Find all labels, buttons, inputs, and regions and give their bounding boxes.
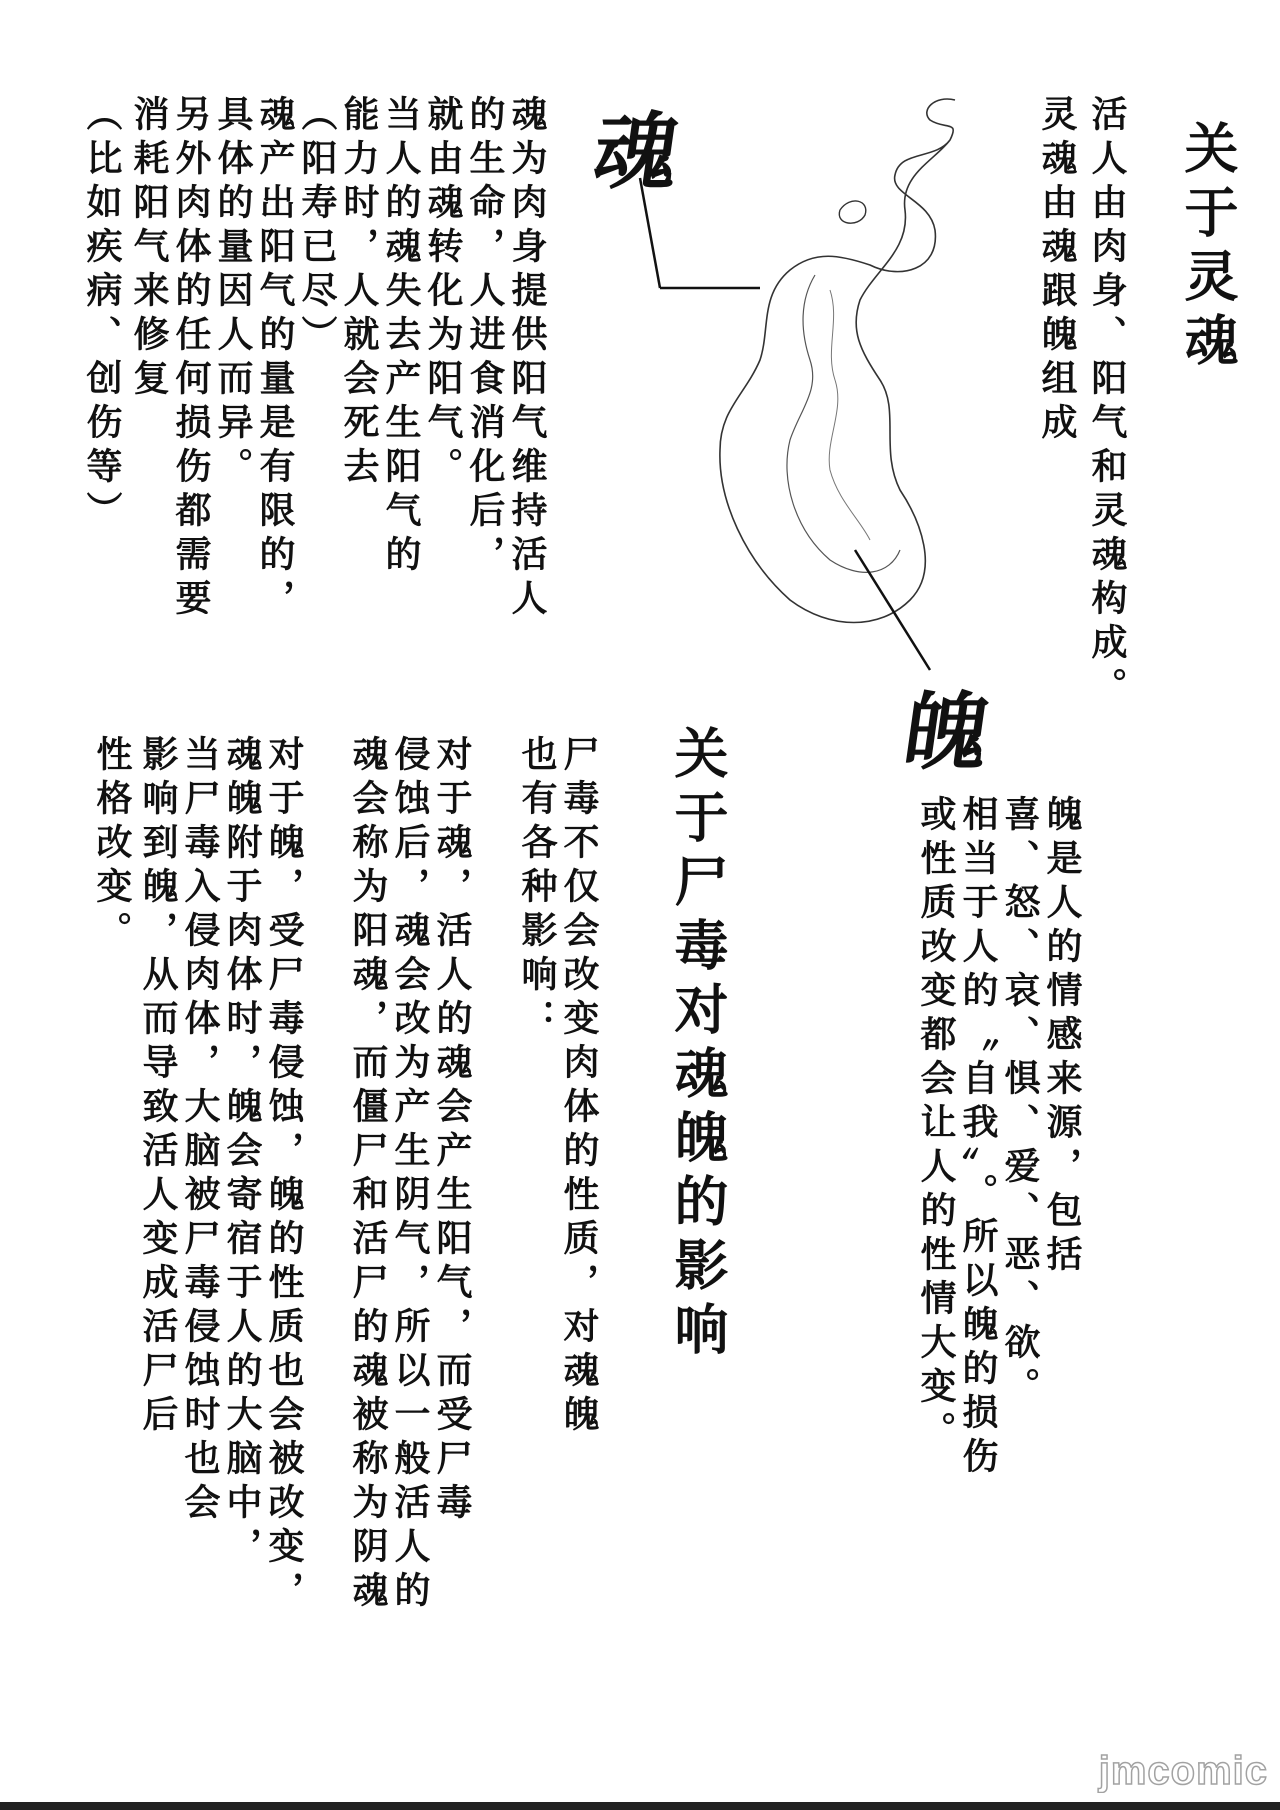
- intro-line-1: 活人由肉身、阳气和灵魂构成。: [1086, 95, 1128, 711]
- hun-line: 消耗阳气来修复: [128, 95, 170, 403]
- hun-line: 魂为肉身提供阳气维持活人: [506, 95, 548, 623]
- poison-line: 当尸毒入侵肉体，大脑被尸毒侵蚀时也会: [179, 735, 221, 1527]
- hun-line: 当人的魂失去产生阳气的: [380, 95, 422, 579]
- hun-line: 能力时，人就会死去: [338, 95, 380, 491]
- label-po: 魄: [897, 682, 996, 781]
- poison-line: 侵蚀后，魂会改为产生阴气，所以一般活人的: [389, 735, 431, 1615]
- po-line: 相当于人的〝自我〞。所以魄的损伤: [957, 795, 999, 1481]
- intro-line-2: 灵魂由魂跟魄组成: [1036, 95, 1078, 447]
- hun-line: 魂产出阳气的量是有限的，: [254, 95, 296, 623]
- hun-line: 具体的量因人而异。: [212, 95, 254, 491]
- hun-line: （比如疾病、创伤等）: [81, 95, 123, 535]
- hun-line: （阳寿已尽）: [296, 95, 338, 359]
- po-pointer-line: [855, 550, 930, 670]
- watermark-logo: jmcomic: [1098, 1749, 1268, 1793]
- poison-line: 魂会称为阳魂，而僵尸和活尸的魂被称为阴魂: [347, 735, 389, 1615]
- poison-line: 尸毒不仅会改变肉体的性质，对魂魄: [558, 735, 600, 1439]
- po-line: 魄是人的情感来源，包括: [1041, 795, 1083, 1279]
- section-title-corpse-poison: 关于尸毒对魂魄的影响: [666, 725, 730, 1365]
- po-line: 或性质改变都会让人的性情大变。: [915, 795, 957, 1455]
- bottom-border: [0, 1802, 1280, 1810]
- po-line: 喜、怒、哀、惧、爱、恶、欲。: [999, 795, 1041, 1411]
- poison-line: 魂魄附于肉体时，魄会寄宿于人的大脑中，: [221, 735, 263, 1571]
- poison-line: 影响到魄，从而导致活人变成活尸后: [137, 735, 179, 1439]
- poison-line: 对于魂，活人的魂会产生阳气，而受尸毒: [431, 735, 473, 1527]
- hun-line: 就由魂转化为阳气。: [422, 95, 464, 491]
- section-title-about-soul: 关于灵魂: [1176, 120, 1240, 376]
- poison-line: 性格改变。: [91, 735, 133, 955]
- hun-line: 另外肉体的任何损伤都需要: [170, 95, 212, 623]
- poison-line: 对于魄，受尸毒侵蚀，魄的性质也会被改变，: [263, 735, 305, 1615]
- poison-line: 也有各种影响：: [516, 735, 558, 1043]
- label-hun: 魂: [587, 102, 686, 201]
- hun-line: 的生命，人进食消化后，: [464, 95, 506, 579]
